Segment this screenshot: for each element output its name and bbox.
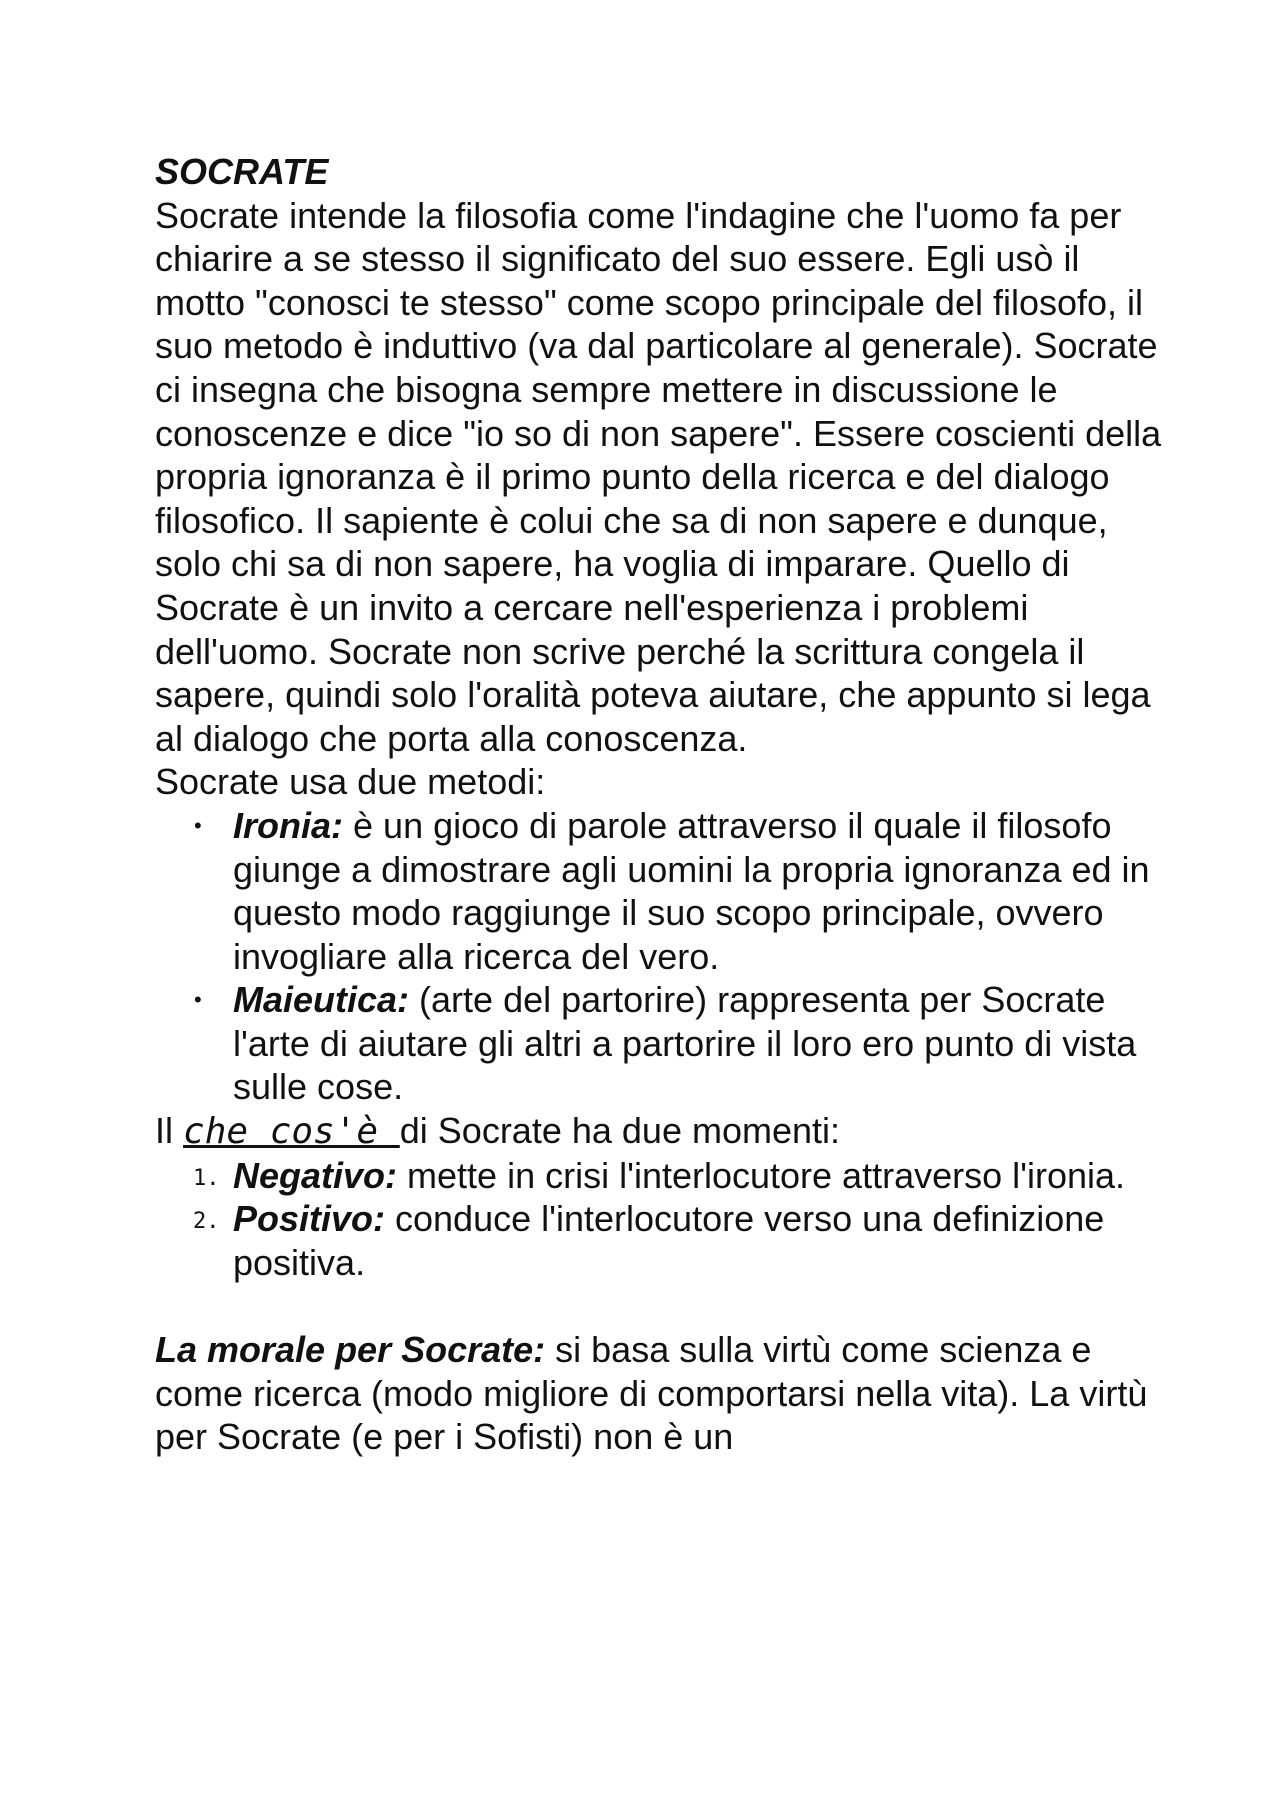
intro-paragraph: Socrate intende la filosofia come l'indagine che l'uomo fa per chiarire a se stesso il significato del suo essere. Egli usò il motto "conosci te stesso" come scopo principale del filosofo, il suo metodo è induttivo (va dal particolare al generale). Socrate ci insegna che bisogna sempre mettere in discussione le conoscenze e dice "io so di non sapere". Essere coscienti della propria ignoranza è il primo punto della ricerca e del dialogo filosofico. Il sapiente è colui che sa di non sapere e dunque, solo chi sa di non sapere, ha voglia di imparare. Quello di Socrate è un invito a cercare nell'esperienza i problemi dell'uomo. Socrate non scrive perché la scrittura congela il sapere, quindi solo l'oralità poteva aiutare, che appunto si lega al dialogo che porta alla conoscenza. [155, 194, 1162, 759]
list-item-ironia [233, 804, 1165, 978]
che-cos-suffix: di Socrate ha due momenti: [399, 1110, 841, 1152]
list-item-maieutica [233, 978, 1165, 1109]
moments-list [155, 1154, 1165, 1285]
methods-list [155, 804, 1165, 1109]
morale-text: si basa sulla virtù come scienza e come ricerca (modo migliore di comportarsi nella vita). La virtù per Socrate (e per i Sofisti) non è un [155, 1329, 1148, 1458]
moment-text: conduce l'interlocutore verso una definizione positiva. [233, 1198, 1105, 1283]
che-cos-prefix: Il [155, 1110, 184, 1152]
blank-line [155, 1284, 1165, 1328]
list-item-positivo [193, 1197, 1165, 1284]
moment-term: Negativo: [233, 1154, 398, 1196]
moment-term: Positivo: [233, 1198, 386, 1240]
moment-text: mette in crisi l'interlocutore attraverso l'ironia. [397, 1154, 1126, 1196]
morale-paragraph [155, 1328, 1165, 1459]
che-cos-term: che cos'è [183, 1111, 400, 1153]
method-text: è un gioco di parole attraverso il quale il filosofo giunge a dimostrare agli uomini la propria ignoranza ed in questo modo raggiunge il suo scopo principale, ovvero invogliare alla ricerca del vero. [233, 804, 1150, 977]
list-number: 1. [193, 1165, 220, 1191]
che-cos-paragraph [155, 1109, 1165, 1154]
morale-term: La morale per Socrate: [155, 1329, 546, 1371]
list-number: 2. [193, 1209, 220, 1235]
method-text: (arte del partorire) rappresenta per Socrate l'arte di aiutare gli altri a partorire il loro ero punto di vista sulle cose. [233, 979, 1137, 1108]
method-term: Maieutica: [233, 979, 410, 1021]
page-title: SOCRATE [155, 151, 329, 192]
document-page [155, 150, 1165, 1459]
methods-intro: Socrate usa due metodi: [155, 761, 546, 803]
method-term: Ironia: [233, 804, 344, 846]
list-item-negativo [193, 1154, 1165, 1198]
